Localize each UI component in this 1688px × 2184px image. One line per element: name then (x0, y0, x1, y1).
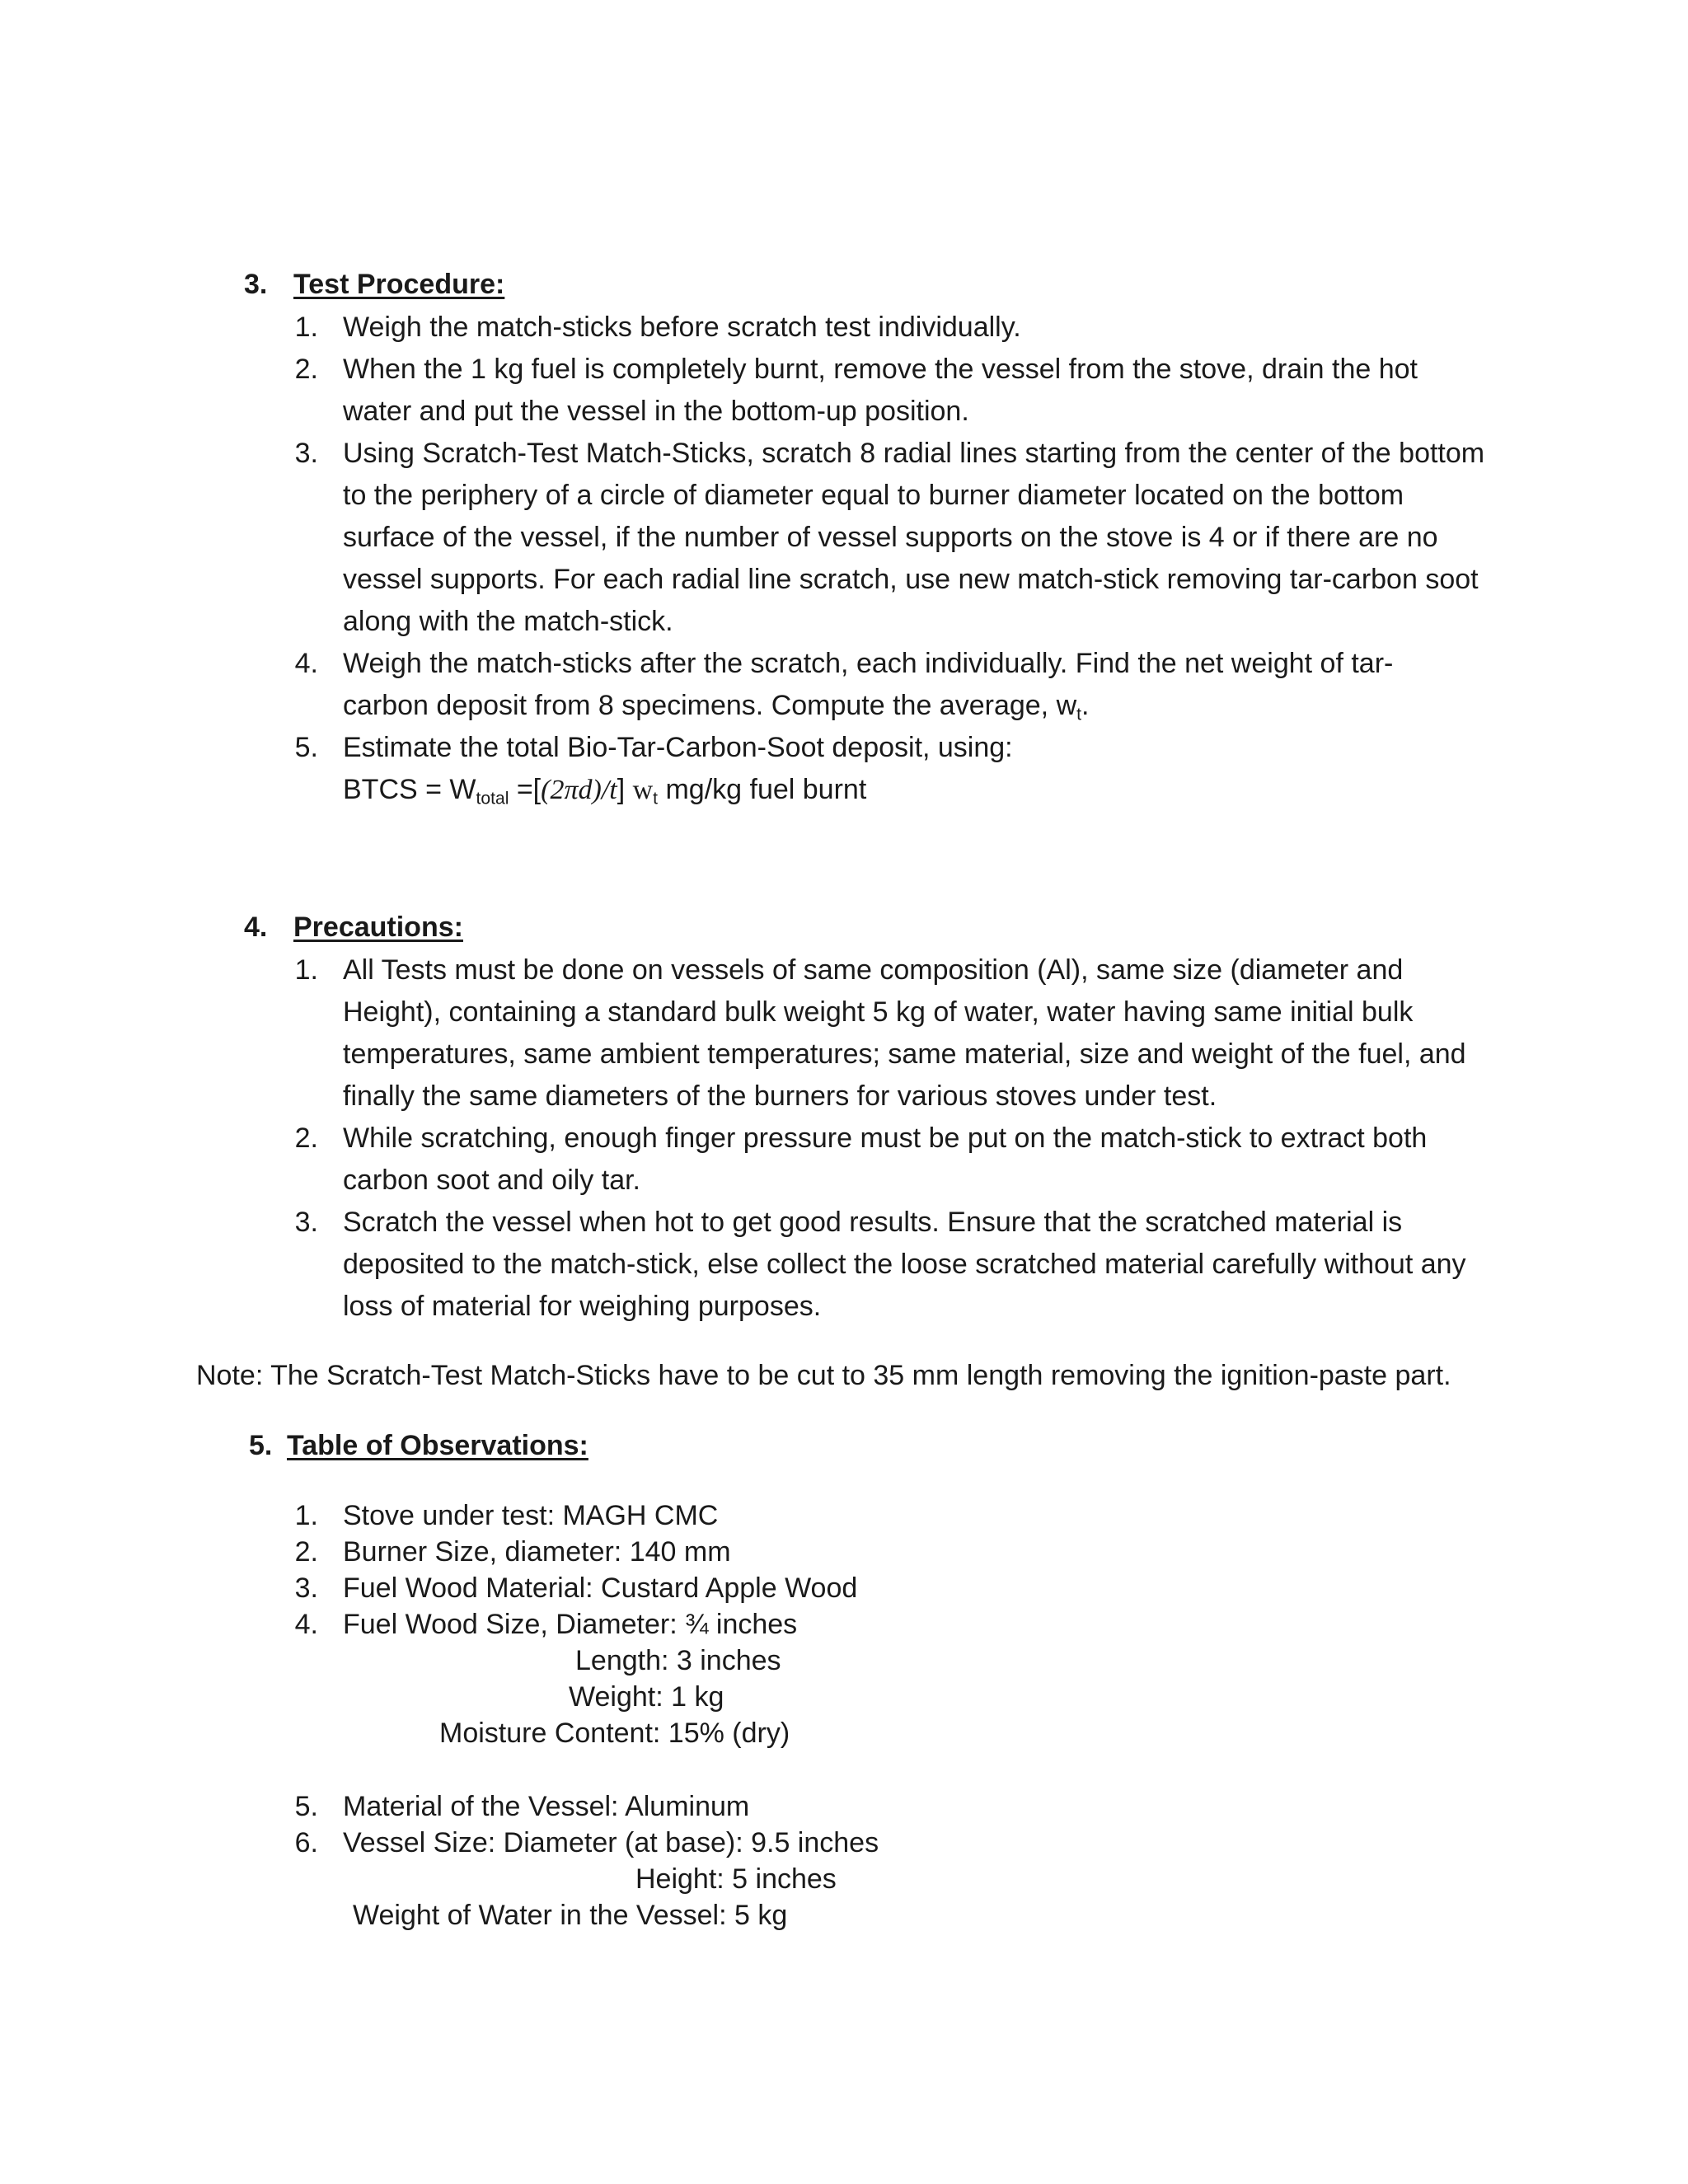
section-5-heading: Table of Observations: (287, 1430, 588, 1461)
list-number: 3. (294, 438, 318, 469)
observation-stove: Stove under test: MAGH CMC (343, 1500, 719, 1531)
list-number: 2. (294, 1536, 318, 1568)
list-item-text: carbon soot and oily tar. (343, 1165, 641, 1196)
list-number: 1. (294, 312, 318, 343)
section-5-number: 5. (249, 1430, 273, 1461)
list-item-text: Weigh the match-sticks after the scratch, each individually. Find the net weight of tar- (343, 648, 1394, 679)
list-item-text: along with the match-stick. (343, 606, 673, 637)
list-item-text: water and put the vessel in the bottom-up position. (343, 396, 969, 427)
observation-fuel-size: Fuel Wood Size, Diameter: ¾ inches (343, 1609, 798, 1640)
list-number: 6. (294, 1827, 318, 1858)
note-text: Note: The Scratch-Test Match-Sticks have to be cut to 35 mm length removing the ignition-paste part. (196, 1360, 1451, 1391)
list-number: 3. (294, 1572, 318, 1604)
list-number: 5. (294, 1791, 318, 1822)
section-4-heading: Precautions: (293, 912, 463, 943)
list-number: 4. (294, 648, 318, 679)
observation-vessel-height: Height: 5 inches (635, 1863, 837, 1895)
observation-vessel-size: Vessel Size: Diameter (at base): 9.5 inches (343, 1827, 879, 1858)
observation-burner: Burner Size, diameter: 140 mm (343, 1536, 731, 1568)
list-item-text: vessel supports. For each radial line scratch, use new match-stick removing tar-carbon soot (343, 564, 1479, 595)
list-item-text: Weigh the match-sticks before scratch test individually. (343, 312, 1021, 343)
list-item-text: loss of material for weighing purposes. (343, 1291, 822, 1322)
list-item-text: to the periphery of a circle of diameter equal to burner diameter located on the bottom (343, 480, 1404, 511)
btcs-formula: BTCS = $W_{total} =[(2\pi d)/t]$ $w_t$ mg/kg fuel burnt (343, 774, 867, 808)
observation-fuel-material: Fuel Wood Material: Custard Apple Wood (343, 1572, 858, 1604)
list-number: 3. (294, 1207, 318, 1238)
list-item-text: When the 1 kg fuel is completely burnt, remove the vessel from the stove, drain the hot (343, 354, 1418, 385)
list-item-text: While scratching, enough finger pressure must be put on the match-stick to extract both (343, 1122, 1428, 1154)
list-item-text: finally the same diameters of the burners for various stoves under test. (343, 1080, 1217, 1112)
list-item-text: Using Scratch-Test Match-Sticks, scratch 8 radial lines starting from the center of the bottom (343, 438, 1485, 469)
observation-water-weight: Weight of Water in the Vessel: 5 kg (353, 1900, 788, 1931)
list-item-text: deposited to the match-stick, else collect the loose scratched material carefully without any (343, 1249, 1466, 1280)
list-number: 4. (294, 1609, 318, 1640)
list-item-text: carbon deposit from 8 specimens. Compute the average, $w_t$. (343, 690, 1090, 724)
list-number: 1. (294, 954, 318, 986)
list-item-text: Estimate the total Bio-Tar-Carbon-Soot deposit, using: (343, 732, 1013, 763)
list-item-text: Height), containing a standard bulk weight 5 kg of water, water having same initial bulk (343, 996, 1414, 1028)
section-4-number: 4. (244, 912, 268, 943)
observation-fuel-moisture: Moisture Content: 15% (dry) (439, 1718, 790, 1749)
list-number: 5. (294, 732, 318, 763)
list-item-text: surface of the vessel, if the number of vessel supports on the stove is 4 or if there are no (343, 522, 1438, 553)
observation-vessel-material: Material of the Vessel: Aluminum (343, 1791, 750, 1822)
list-number: 2. (294, 354, 318, 385)
section-3-number: 3. (244, 269, 268, 300)
observation-fuel-length: Length: 3 inches (575, 1645, 781, 1676)
list-item-text: temperatures, same ambient temperatures; same material, size and weight of the fuel, and (343, 1038, 1466, 1070)
list-number: 2. (294, 1122, 318, 1154)
list-item-text: All Tests must be done on vessels of same composition (Al), same size (diameter and (343, 954, 1404, 986)
observation-fuel-weight: Weight: 1 kg (569, 1681, 724, 1713)
list-number: 1. (294, 1500, 318, 1531)
list-item-text: Scratch the vessel when hot to get good results. Ensure that the scratched material is (343, 1207, 1403, 1238)
section-3-heading: Test Procedure: (293, 269, 505, 300)
